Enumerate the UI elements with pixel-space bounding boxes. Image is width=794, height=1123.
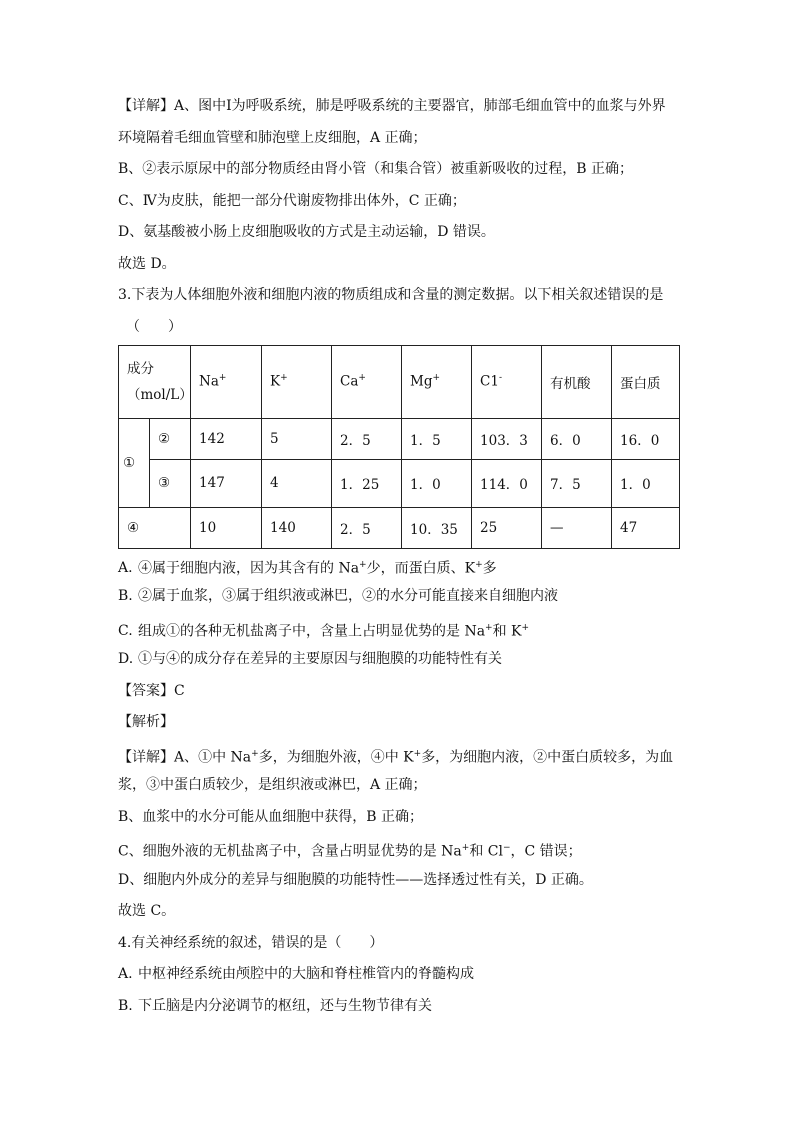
header-label-line2: （mol/L） bbox=[127, 386, 193, 403]
table-cell: 5 bbox=[262, 418, 332, 459]
option-d: D. ①与④的成分存在差异的主要原因与细胞膜的功能特性有关 bbox=[118, 651, 502, 667]
question-3-stem: 3.下表为人体细胞外液和细胞内液的物质组成和含量的测定数据。以下相关叙述错误的是 bbox=[118, 287, 664, 303]
table-cell: — bbox=[542, 507, 612, 548]
table-cell: 47 bbox=[612, 507, 680, 548]
table-cell: 1．0 bbox=[612, 459, 680, 507]
group-label-cell: ① bbox=[119, 418, 150, 507]
row-label-cell: ④ bbox=[119, 507, 191, 548]
option-c: C. 组成①的各种无机盐离子中，含量上占明显优势的是 Na+和 K+ bbox=[118, 622, 530, 640]
option-b: B. ②属于血浆，③属于组织液或淋巴，②的水分可能直接来自细胞内液 bbox=[118, 588, 558, 604]
text-line: C、Ⅳ为皮肤，能把一部分代谢废物排出体外，C 正确； bbox=[118, 192, 466, 209]
table-cell: 7．5 bbox=[542, 459, 612, 507]
table-cell: 2．5 bbox=[332, 418, 402, 459]
table-cell: 1．25 bbox=[332, 459, 402, 507]
row-label-cell: ③ bbox=[150, 459, 191, 507]
column-header: 蛋白质 bbox=[612, 345, 680, 418]
q4-option-b: B. 下丘脑是内分泌调节的枢纽，还与生物节律有关 bbox=[118, 997, 432, 1014]
text-line: 故选 D。 bbox=[118, 255, 176, 272]
analysis-conclusion: 故选 C。 bbox=[118, 903, 176, 919]
column-header: C1- bbox=[472, 345, 542, 418]
composition-table bbox=[118, 345, 680, 549]
table-cell: 16．0 bbox=[612, 418, 680, 459]
text-line: 【详解】A、图中Ⅰ为呼吸系统，肺是呼吸系统的主要器官，肺部毛细血管中的血浆与外界 bbox=[118, 98, 666, 114]
table-cell: 1．5 bbox=[402, 418, 472, 459]
document-page bbox=[118, 96, 680, 1027]
column-header: Mg+ bbox=[402, 345, 472, 418]
table-cell: 10．35 bbox=[402, 507, 472, 548]
analysis-line-a1: 【详解】A、①中 Na+多，为细胞外液，④中 K+多，为细胞内液，②中蛋白质较多，为血 bbox=[118, 748, 674, 766]
table-cell: 140 bbox=[262, 507, 332, 548]
column-header: Na+ bbox=[191, 345, 262, 418]
table-cell: 103．3 bbox=[472, 418, 542, 459]
table-cell: 6．0 bbox=[542, 418, 612, 459]
column-header: 有机酸 bbox=[542, 345, 612, 418]
table-cell: 1．0 bbox=[402, 459, 472, 507]
text-line: D、氨基酸被小肠上皮细胞吸收的方式是主动运输，D 错误。 bbox=[118, 224, 495, 240]
table-row bbox=[119, 459, 680, 507]
header-label-cell bbox=[119, 345, 191, 418]
table-row bbox=[119, 507, 680, 548]
analysis-line-c: C、细胞外液的无机盐离子中，含量占明显优势的是 Na+和 Cl−，C 错误； bbox=[118, 843, 582, 860]
analysis-line-a2: 浆，③中蛋白质较少，是组织液或淋巴，A 正确； bbox=[118, 777, 427, 793]
table-cell: 10 bbox=[191, 507, 262, 548]
option-a: A. ④属于细胞内液，因为其含有的 Na+少，而蛋白质、K+多 bbox=[118, 559, 497, 577]
table-cell: 142 bbox=[191, 418, 262, 459]
analysis-title: 【解析】 bbox=[118, 714, 174, 730]
analysis-line-b: B、血浆中的水分可能从血细胞中获得，B 正确； bbox=[118, 808, 424, 825]
question-3-brackets: （ ） bbox=[126, 318, 182, 335]
text-line: 环境隔着毛细血管壁和肺泡壁上皮细胞，A 正确； bbox=[118, 129, 427, 146]
q4-option-a: A. 中枢神经系统由颅腔中的大脑和脊柱椎管内的脊髓构成 bbox=[118, 966, 474, 982]
table-cell: 25 bbox=[472, 507, 542, 548]
table-row bbox=[119, 418, 680, 459]
table-header-row bbox=[119, 345, 680, 418]
text-line: B、②表示原尿中的部分物质经由肾小管（和集合管）被重新吸收的过程，B 正确； bbox=[118, 161, 634, 177]
table-cell: 147 bbox=[191, 459, 262, 507]
table-cell: 114．0 bbox=[472, 459, 542, 507]
table-cell: 2．5 bbox=[332, 507, 402, 548]
header-label-line1: 成分 bbox=[127, 360, 154, 377]
column-header: K+ bbox=[262, 345, 332, 418]
table-cell: 4 bbox=[262, 459, 332, 507]
analysis-line-d: D、细胞内外成分的差异与细胞膜的功能特性——选择透过性有关，D 正确。 bbox=[118, 871, 593, 888]
answer-line: 【答案】C bbox=[118, 682, 185, 699]
question-4-stem: 4.有关神经系统的叙述，错误的是（ ） bbox=[118, 934, 384, 951]
column-header: Ca+ bbox=[332, 345, 402, 418]
row-label-cell: ② bbox=[150, 418, 191, 459]
